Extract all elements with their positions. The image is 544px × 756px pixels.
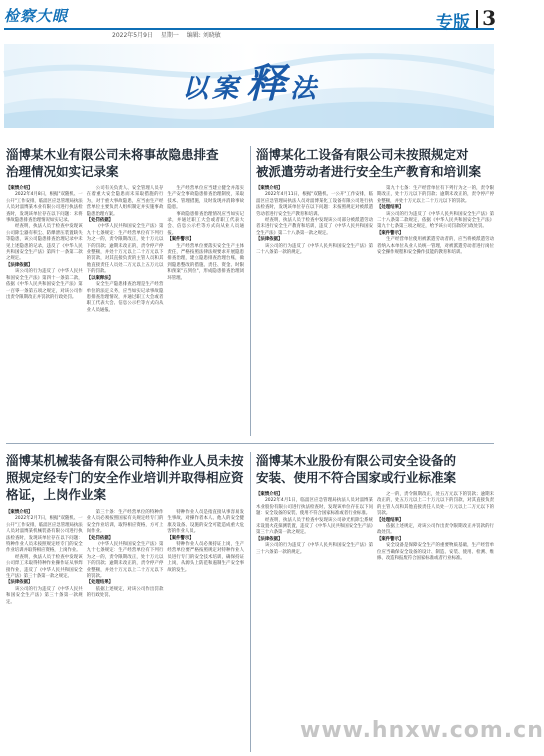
body-paragraph: 生产经营单位应当建立健全并落实生产安全事故隐患排查治理制度，采取技术、管理措施，及时发现并消除事故隐患。 [167, 186, 245, 211]
issue-weekday: 星期一 [160, 32, 179, 39]
article-column [87, 510, 164, 750]
site-watermark: www.hnxw.com.cn [300, 718, 544, 743]
section-heading: 【案情介绍】 [6, 186, 33, 191]
body-paragraph: 经查明，执法人员于检查中发现该公司部分被派遣劳动者未进行安全生产教育和培训，违反了《中华人民共和国安全生产法》第二十八条第一款之规定。 [256, 218, 373, 236]
article-body [256, 186, 494, 436]
body-paragraph: 2022年2月7日，根据"双随机、一公开"工作安排，临淄区应急管理局执法人员对淄博某机械装备有限公司进行执法检查时，发现该单位存在以下问题：特种作业人员未按照规定经专门的安全作业培训并取得相应资格，上岗作业。 [6, 516, 83, 554]
body-paragraph: 特种作业人员必须持证上岗，生产经营单位要严格按照规定对特种作业人员进行专门的安全技术培训，确保持证上岗，从源头上防范和遏制生产安全事故的发生。 [167, 542, 245, 573]
article-title: 淄博某木业股份有限公司安全设备的 安装、使用不符合国家或行业标准案 [256, 453, 457, 485]
article-column [167, 186, 244, 436]
section-heading: 【处理结果】 [377, 205, 404, 211]
editor-credit: 编辑: 刘晓敏 [186, 32, 221, 39]
body-paragraph: 生产经营单位使用被派遣劳动者的，应当将被派遣劳动者纳入本单位从业人员统一管理，对被派遣劳动者进行岗位安全操作规程和安全操作技能的教育和培训。 [377, 237, 494, 256]
section-heading: 【案件警示】 [377, 536, 404, 542]
article-column [256, 186, 373, 436]
column-divider [250, 146, 251, 436]
article-title: 淄博某机械装备有限公司特种作业人员未按 照规定经专门的安全作业培训并取得相应资 格证，上岗作业案 [6, 453, 244, 502]
section-heading: 【案件警示】 [167, 237, 194, 243]
page-number: 3 [482, 6, 496, 30]
body-paragraph: 安全生产隐患排查治理是生产经营单位的法定义务，应当如实记录事故隐患排查治理情况，并通过职工大会或者职工代表大会、信息公示栏等方式向从业人员通报。 [86, 282, 164, 313]
section-heading: 【处罚依据】 [86, 218, 114, 224]
body-paragraph: 2022年4月11日，根据"双随机、一公开"工作安排，临淄区应急管理局执法人员对淄博某化工设备有限公司进行执法检查时，发现该单位存在以下问题：未按照规定对被派遣劳动者进行安全生产教育和培训。 [256, 192, 373, 217]
section-heading: 【案件警示】 [167, 535, 194, 541]
article-wood-equipment-standards [256, 452, 494, 752]
article-column [6, 186, 83, 436]
section-heading: 【法律依据】 [256, 237, 283, 243]
article-column [6, 510, 83, 750]
body-paragraph: 特种作业人员是指直接从事容易发生事故，对操作者本人、他人的安全健康及设备、设施的安全可能造成重大危害的作业人员。 [167, 510, 245, 535]
banner-title: 以案 释 法 [181, 60, 317, 107]
section-heading: 【案件警示】 [377, 230, 404, 236]
body-paragraph: 生产经营单位要落实安全生产主体责任，严格按照法律法规要求开展隐患排查治理，建立隐患排查治理台账，做到隐患整改的措施、责任、资金、时限和预案"五到位"，形成隐患排查治理闭环管理。 [167, 243, 245, 281]
header-rule [4, 28, 494, 30]
section-heading: 【处理结果】 [86, 580, 114, 586]
body-paragraph: 安全设备是保障安全生产的重要物质基础，生产经营单位应当确保安全设备的设计、制造、安装、使用、检测、维修、改造和报废符合国家标准或者行业标准。 [377, 543, 494, 562]
section-heading: 【案情介绍】 [6, 510, 33, 515]
article-column [377, 492, 494, 750]
article-column [167, 510, 244, 750]
article-body [6, 186, 244, 436]
article-chemical-training [256, 146, 494, 438]
section-heading: 【以案释法】 [86, 275, 114, 281]
article-title: 淄博某木业有限公司未将事故隐患排查 治理情况如实记录案 [6, 147, 219, 179]
article-column [377, 186, 494, 436]
article-body [256, 492, 494, 750]
section-heading: 【案情介绍】 [256, 186, 283, 191]
body-paragraph: 第三十条：生产经营单位的特种作业人员必须按照国家有关规定经专门的安全作业培训，取得相应资格，方可上岗作业。 [86, 510, 164, 535]
column-divider [250, 452, 251, 752]
body-paragraph: 该公司的行为违反了《中华人民共和国安全生产法》第二十八条第二款规定，依据《中华人民共和国安全生产法》第九十七条第三项之规定，给予该公司罚款的行政处罚。 [377, 211, 494, 230]
body-paragraph: 经查明，执法人员于检查中发现该公司除尘器有积尘、防爆泄压装置缺失等隐患，该公司隐患排查治理记录中未见上述隐患的记录，违反了《中华人民共和国安全生产法》第四十一条第二款之规定。 [6, 224, 83, 262]
body-paragraph: 经查明，执法人员于检查中发现该公司焊工未取得特种作业操作证从事焊接作业，违反了《中华人民共和国安全生产法》第三十条第一款之规定。 [6, 554, 83, 580]
body-paragraph: 该公司的行为违反了《中华人民共和国安全生产法》第三十条第一款规定。 [6, 586, 83, 605]
body-paragraph: 公司有关负责人、安全管理人员存在着重大安全隐患而未采取措施的行为，对于重大事故隐患，应当由生产经营单位主要负责人组织制定并实施事故隐患治理方案。 [86, 186, 164, 217]
row-divider [6, 443, 494, 444]
section-label: 专版 [436, 13, 470, 33]
feature-banner [4, 44, 494, 128]
body-paragraph: 《中华人民共和国安全生产法》第九十七条规定：生产经营单位有下列行为之一的，责令限期改正，处十万元以下的罚款；逾期未改正的，责令停产停业整顿，并处十万元以上二十万元以下的罚款，对其直接负责的主管人员和其他直接责任人员处二万元以上五万元以下的罚款。 [86, 224, 164, 275]
date-line [112, 30, 227, 39]
article-machinery-special-operations [6, 452, 244, 752]
article-wood-industry-hazard [6, 146, 244, 438]
section-heading: 【处罚依据】 [86, 535, 114, 541]
body-paragraph: 经查明，执法人员于检查中发现该公司砂光机除尘系统未设置火花探测装置，违反了《中华人民共和国安全生产法》第三十六条第一款之规定。 [256, 517, 373, 536]
body-paragraph: 2022年4月8日，根据"双随机、一公开"工作安排，临淄区应急管理局执法人员对淄博某木业有限公司进行执法检查时，发现该单位存在以下问题：未将事故隐患排查治理情况如实记录。 [6, 192, 83, 224]
body-paragraph: 该公司的行为违反了《中华人民共和国安全生产法》第三十六条第一款的规定。 [256, 543, 373, 555]
article-body [6, 510, 244, 750]
body-paragraph: 该公司的行为违反了《中华人民共和国安全生产法》第四十一条第二款，依据《中华人民共和国安全生产法》第一百零一条第五项之规定，对该公司作出责令限期改正并罚款的行政处罚。 [6, 269, 83, 300]
body-paragraph: 2022年4月1日，临淄区应急管理局执法人员对淄博某木业股份有限公司进行执法检查时，发现该单位存在以下问题：安全设备的安装、使用不符合国家标准或者行业标准。 [256, 498, 373, 517]
body-paragraph: 依据上述规定，对该公司作出责令限期改正并罚款的行政处罚。 [377, 524, 494, 536]
section-heading: 【处理结果】 [377, 517, 404, 523]
article-column [87, 186, 164, 436]
section-heading: 【法律依据】 [6, 580, 33, 586]
article-column [256, 492, 373, 750]
body-paragraph: 《中华人民共和国安全生产法》第九十七条规定：生产经营单位有下列行为之一的，责令限期改正，处十万元以下的罚款；逾期未改正的，责令停产停业整顿，并处十万元以上二十万元以下的罚款。 [86, 542, 164, 580]
body-paragraph: 事故隐患排查治理情况应当如实记录，并通过职工大会或者职工代表大会、信息公示栏等方式向从业人员通报。 [167, 211, 245, 236]
body-paragraph: 第九十七条：生产经营单位有下列行为之一的，责令限期改正，处十万元以下的罚款；逾期未改正的，责令停产停业整顿，并处十万元以上二十万元以下的罚款。 [377, 186, 494, 204]
section-heading: 【法律依据】 [6, 262, 33, 268]
body-paragraph: 之一的，责令限期改正，处五万元以下的罚款；逾期未改正的，处五万元以上二十万元以下的罚款，对其直接负责的主管人员和其他直接责任人员处一万元以上二万元以下的罚款。 [377, 492, 494, 517]
body-paragraph: 依据上述规定，对该公司作出罚款的行政处罚。 [86, 586, 164, 599]
body-paragraph: 该公司的行为违反了《中华人民共和国安全生产法》第二十八条第一款的规定。 [256, 243, 373, 256]
section-heading: 【案情介绍】 [256, 492, 283, 497]
newspaper-logo: 检察大眼 [4, 6, 69, 25]
issue-date: 2022年5月9日 [112, 32, 153, 39]
section-heading: 【法律依据】 [256, 536, 283, 542]
article-title: 淄博某化工设备有限公司未按照规定对 被派遣劳动者进行安全生产教育和培训案 [256, 147, 482, 179]
